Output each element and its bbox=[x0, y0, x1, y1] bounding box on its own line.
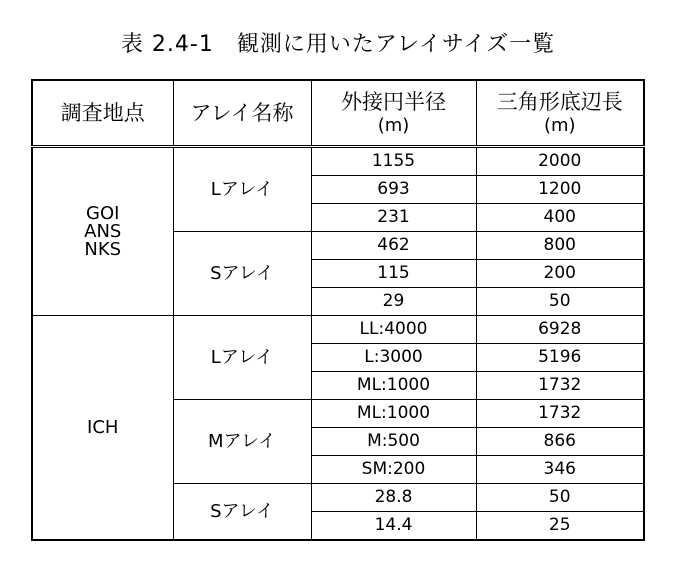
radius-cell: 29 bbox=[311, 288, 476, 316]
header-radius-label: 外接円半径 bbox=[341, 89, 446, 114]
radius-cell: 693 bbox=[311, 176, 476, 204]
header-site-label: 調査地点 bbox=[60, 100, 145, 125]
radius-cell: ML:1000 bbox=[311, 372, 476, 400]
array-name-cell: Sアレイ bbox=[173, 232, 311, 316]
site-name: NKS bbox=[84, 238, 122, 260]
radius-cell: 1155 bbox=[311, 147, 476, 176]
radius-cell: SM:200 bbox=[311, 456, 476, 484]
header-array bbox=[173, 80, 311, 147]
side-cell: 2000 bbox=[476, 147, 644, 176]
side-cell: 346 bbox=[476, 456, 644, 484]
array-name-cell: Lアレイ bbox=[173, 316, 311, 400]
side-cell: 1200 bbox=[476, 176, 644, 204]
radius-cell: M:500 bbox=[311, 428, 476, 456]
radius-cell: 14.4 bbox=[311, 512, 476, 541]
side-cell: 50 bbox=[476, 288, 644, 316]
header-site bbox=[32, 80, 173, 147]
array-size-table bbox=[31, 79, 645, 541]
side-cell: 866 bbox=[476, 428, 644, 456]
side-cell: 5196 bbox=[476, 344, 644, 372]
side-cell: 200 bbox=[476, 260, 644, 288]
radius-cell: ML:1000 bbox=[311, 400, 476, 428]
table-row bbox=[32, 316, 644, 344]
table-caption: 表 2.4-1 観測に用いたアレイサイズ一覧 bbox=[120, 32, 556, 57]
radius-cell: 462 bbox=[311, 232, 476, 260]
radius-cell: LL:4000 bbox=[311, 316, 476, 344]
site-name: GOI bbox=[86, 202, 120, 224]
side-cell: 6928 bbox=[476, 316, 644, 344]
array-name-cell: Sアレイ bbox=[173, 484, 311, 541]
site-name: ANS bbox=[84, 220, 122, 242]
header-array-label: アレイ名称 bbox=[190, 100, 294, 125]
array-name-cell: Lアレイ bbox=[173, 147, 311, 232]
side-cell: 1732 bbox=[476, 372, 644, 400]
side-cell: 400 bbox=[476, 204, 644, 232]
header-radius bbox=[311, 80, 476, 147]
radius-cell: 231 bbox=[311, 204, 476, 232]
header-side bbox=[476, 80, 644, 147]
site-cell bbox=[32, 147, 173, 316]
table-header-row bbox=[32, 80, 644, 147]
site-cell bbox=[32, 316, 173, 541]
radius-cell: 115 bbox=[311, 260, 476, 288]
side-cell: 800 bbox=[476, 232, 644, 260]
array-name-cell: Mアレイ bbox=[173, 400, 311, 484]
radius-cell: L:3000 bbox=[311, 344, 476, 372]
site-name: ICH bbox=[87, 416, 119, 438]
header-side-unit: (m) bbox=[543, 114, 576, 136]
side-cell: 25 bbox=[476, 512, 644, 541]
header-radius-unit: (m) bbox=[377, 114, 410, 136]
side-cell: 50 bbox=[476, 484, 644, 512]
side-cell: 1732 bbox=[476, 400, 644, 428]
header-side-label: 三角形底辺長 bbox=[496, 89, 623, 114]
radius-cell: 28.8 bbox=[311, 484, 476, 512]
table-row bbox=[32, 147, 644, 176]
